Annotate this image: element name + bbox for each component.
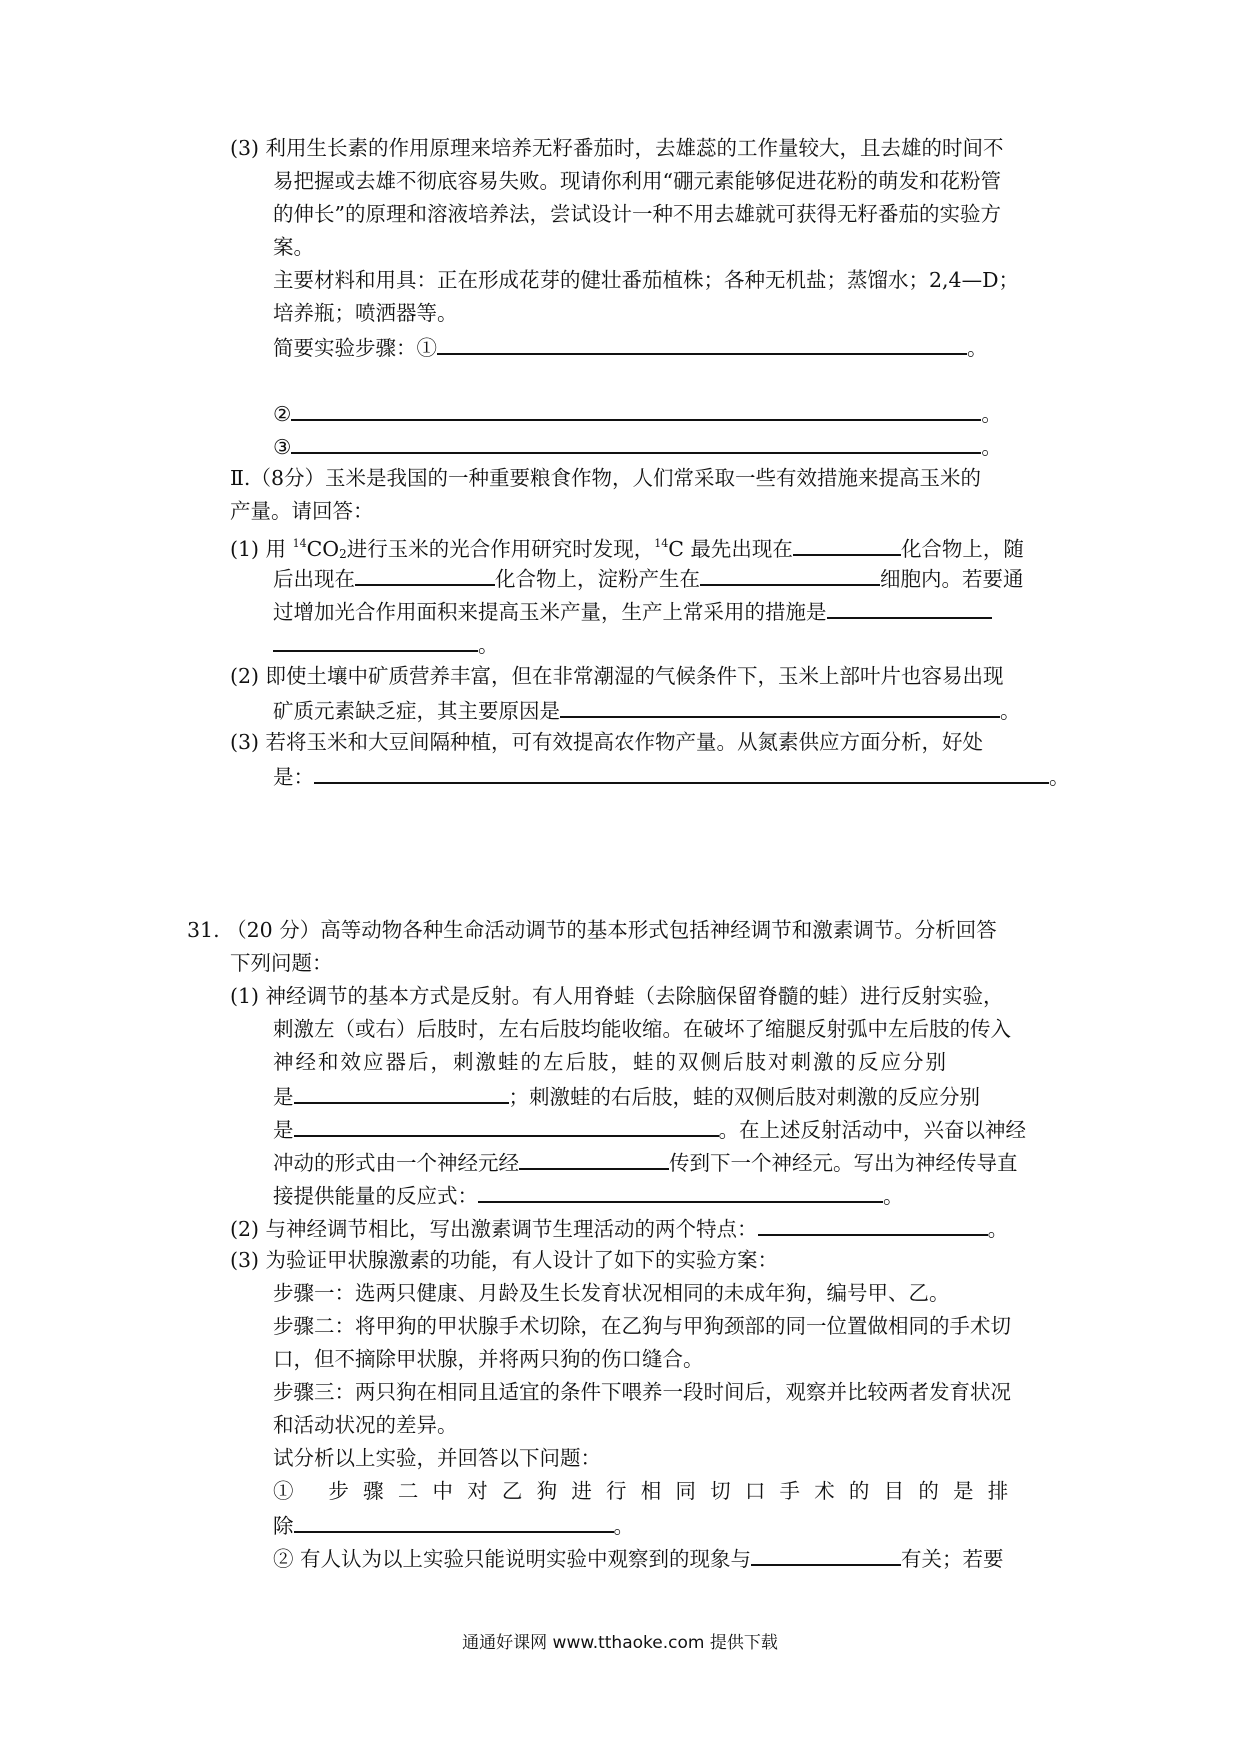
isotope-superscript: 14 [292,537,307,550]
period: 。 [883,1184,904,1208]
q1-text: C 最先出现在 [668,537,793,561]
steps-label: 简要实验步骤：① [273,336,437,360]
section-2-q2-line-2 [273,694,1021,726]
period: 。 [967,336,988,360]
a2-text: ② 有人认为以上实验只能说明实验中观察到的现象与 [273,1547,752,1571]
p1-text: 传到下一个神经元。写出为神经传导直 [669,1151,1018,1175]
answer-blank-second-compound[interactable] [355,562,495,586]
a2-text: 有关；若要 [901,1547,1004,1571]
q31-p1-line-1: (1) 神经调节的基本方式是反射。有人用脊蛙（去除脑保留脊髓的蛙）进行反射实验， [230,984,1004,1008]
q31-p3-line: (3) 为验证甲状腺激素的功能，有人设计了如下的实验方案： [230,1248,779,1272]
answer-blank-first-compound[interactable] [793,532,901,556]
step-two-line-2: 口，但不摘除甲状腺，并将两只狗的伤口缝合。 [273,1347,704,1371]
a1-text: 除 [273,1514,294,1538]
q2-text: 矿质元素缺乏症，其主要原因是 [273,699,560,723]
answer-blank-step-2[interactable] [291,397,981,421]
answer-blank-measure-cont[interactable] [273,628,478,652]
q3-line-4: 案。 [273,235,314,259]
q31-p2-line [230,1212,1008,1244]
q1-text: 化合物上，随 [900,537,1024,561]
materials-line-2: 培养瓶；喷洒器等。 [273,301,458,325]
section-2-q3-line-1: (3) 若将玉米和大豆间隔种植，可有效提高农作物产量。从氮素供应方面分析，好处 [230,730,984,754]
section-2-intro-2: 产量。请回答： [230,499,374,523]
step-3-marker: ③ [273,435,292,459]
materials-line-1: 主要材料和用具：正在形成花芽的健壮番茄植株；各种无机盐；蒸馏水；2,4—D； [273,268,1020,292]
q1-text: 后出现在 [273,567,355,591]
step-2-marker: ② [273,402,292,426]
q31-p1-line-3: 神经和效应器后，刺激蛙的左后肢，蛙的双侧后肢对刺激的反应分别 [273,1050,948,1074]
q31-p1-line-2: 刺激左（或右）后肢时，左右后肢均能收缩。在破坏了缩腿反射弧中左后肢的传入 [273,1017,1011,1041]
answer-2-line-1 [273,1542,1004,1574]
p1-text: ；刺激蛙的右后肢，蛙的双侧后肢对刺激的反应分别 [508,1085,980,1109]
answer-blank-purpose[interactable] [294,1509,614,1533]
p1-text: 是 [273,1085,294,1109]
period: 。 [981,435,1002,459]
p1-text: 冲动的形式由一个神经元经 [273,1151,519,1175]
q3-line-1: (3) 利用生长素的作用原理来培养无籽番茄时，去雄蕊的工作量较大，且去雄的时间不 [230,136,1004,160]
answer-blank-reason[interactable] [560,694,1000,718]
isotope-superscript: 14 [654,537,669,550]
co-text: CO [306,537,340,561]
answer-1-line-1: ① 步骤二中对乙狗进行相同切口手术的目的是排 [273,1479,1023,1503]
q1-text: 细胞内。若要通 [880,567,1024,591]
answer-blank-hormone-features[interactable] [758,1212,988,1236]
section-2-q3-line-2 [273,760,1070,792]
period: 。 [478,633,499,657]
section-2-q1-line-4 [273,628,499,660]
p1-text: 是 [273,1118,294,1142]
answer-blank-step-3[interactable] [291,430,981,454]
step-1-line [273,331,988,363]
q31-header-1: 31. （20 分）高等动物各种生命活动调节的基本形式包括神经调节和激素调节。分析回答 [187,918,997,942]
q3-line-3: 的伸长”的原理和溶液培养法，尝试设计一种不用去雄就可获得无籽番茄的实验方 [273,202,1001,226]
section-2-intro-1: Ⅱ.（8分）玉米是我国的一种重要粮食作物，人们常采取一些有效措施来提高玉米的 [230,466,981,490]
page-footer: 通通好课网 www.tthaoke.com 提供下载 [462,1633,778,1653]
step-three-line-1: 步骤三：两只狗在相同且适宜的条件下喂养一段时间后，观察并比较两者发育状况 [273,1380,1011,1404]
period: 。 [613,1514,634,1538]
step-one: 步骤一：选两只健康、月龄及生长发育状况相同的未成年狗，编号甲、乙。 [273,1281,950,1305]
step-two-line-1: 步骤二：将甲狗的甲状腺手术切除，在乙狗与甲狗颈部的同一位置做相同的手术切 [273,1314,1011,1338]
q1-text: 过增加光合作用面积来提高玉米产量，生产上常采用的措施是 [273,600,827,624]
q31-p1-line-6 [273,1146,1018,1178]
answer-blank-measure[interactable] [827,595,992,619]
section-2-q1-line-3 [273,595,992,627]
answer-blank-left-stimulus[interactable] [294,1080,509,1104]
p1-text: 。在上述反射活动中，兴奋以神经 [718,1118,1026,1142]
period: 。 [1049,765,1070,789]
step-three-line-2: 和活动状况的差异。 [273,1413,458,1437]
answer-blank-benefit[interactable] [314,760,1049,784]
answer-blank-starch-cell[interactable] [700,562,880,586]
q31-p1-line-5 [273,1113,1026,1145]
answer-1-line-2 [273,1509,634,1541]
section-2-q1-line-2 [273,562,1024,594]
q1-text: 进行玉米的光合作用研究时发现， [346,537,655,561]
answer-blank-right-stimulus[interactable] [294,1113,719,1137]
answer-blank-step-1[interactable] [437,331,967,355]
step-3-line [273,430,1002,462]
p2-text: (2) 与神经调节相比，写出激素调节生理活动的两个特点： [230,1217,758,1241]
step-2-line [273,397,1002,429]
section-2-q2-line-1: (2) 即使土壤中矿质营养丰富，但在非常潮湿的气候条件下，玉米上部叶片也容易出现 [230,664,1004,688]
p1-text: 接提供能量的反应式： [273,1184,478,1208]
q1-text: 化合物上，淀粉产生在 [495,567,700,591]
q31-p1-line-4 [273,1080,980,1112]
answer-blank-reaction[interactable] [478,1179,883,1203]
q1-text: (1) 用 [230,537,287,561]
q3-line-2: 易把握或去雄不彻底容易失败。现请你利用“硼元素能够促进花粉的萌发和花粉管 [273,169,1001,193]
answer-blank-related-factor[interactable] [751,1542,901,1566]
period: 。 [987,1217,1009,1241]
q31-header-2: 下列问题： [230,951,333,975]
q31-p1-line-7 [273,1179,904,1211]
period: 。 [1000,699,1021,723]
period: 。 [981,402,1002,426]
subscript-2: 2 [339,547,347,561]
answer-blank-synapse[interactable] [519,1146,669,1170]
analyze-prompt: 试分析以上实验，并回答以下问题： [273,1446,601,1470]
q3-text: 是： [273,765,314,789]
